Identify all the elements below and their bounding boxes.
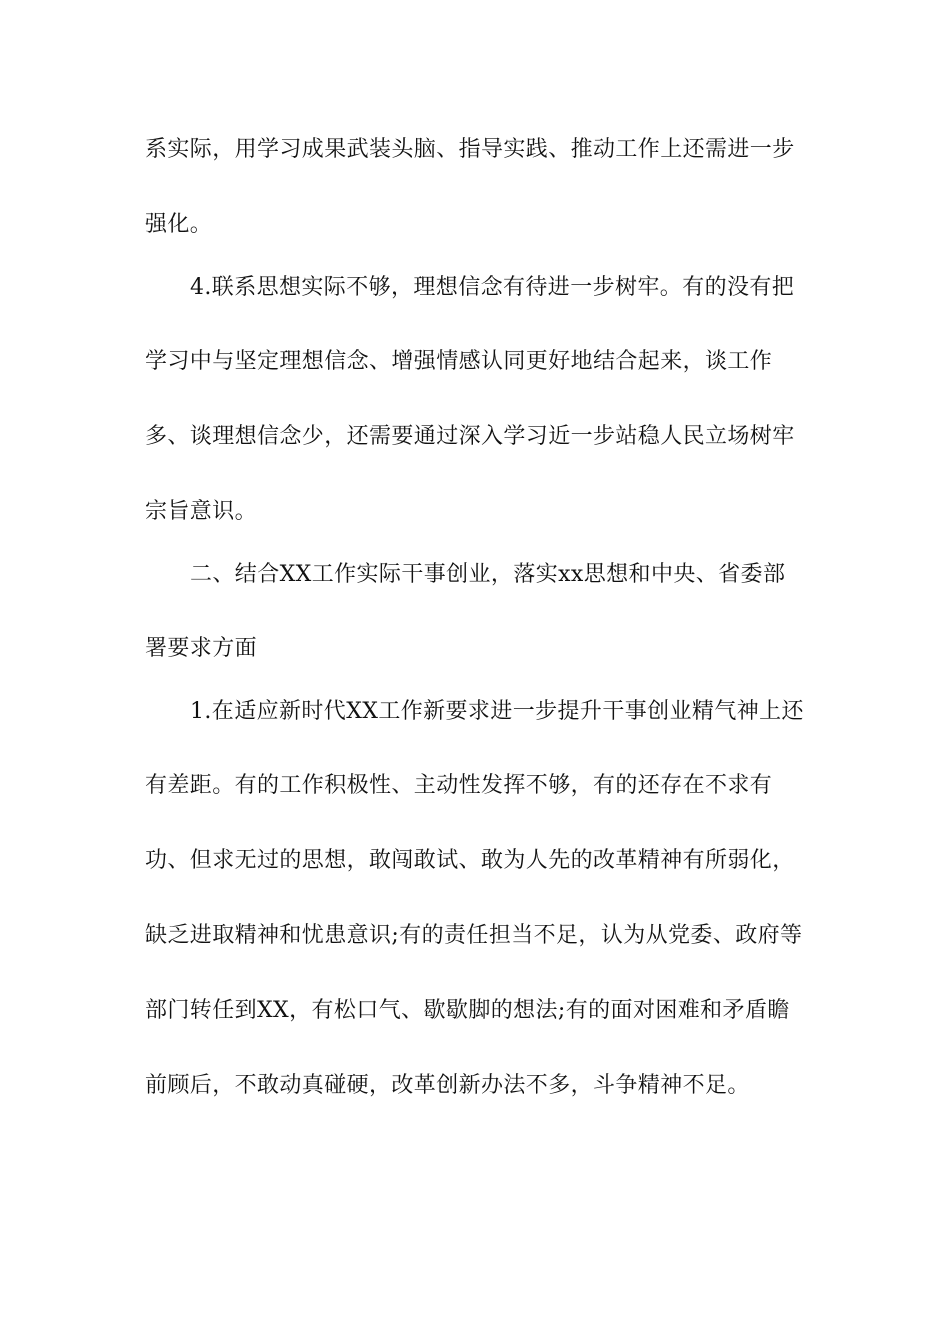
- text-line: 前顾后，不敢动真碰硬，改革创新办法不多，斗争精神不足。: [145, 1073, 750, 1098]
- text-line: 缺乏进取精神和忧患意识;有的责任担当不足，认为从党委、政府等: [145, 923, 803, 948]
- text-line: 功、但求无过的思想，敢闯敢试、敢为人先的改革精神有所弱化，: [145, 848, 795, 873]
- text-line: 宗旨意识。: [145, 499, 258, 524]
- text-line: 有差距。有的工作积极性、主动性发挥不够，有的还存在不求有: [145, 773, 773, 798]
- text-line: 部门转任到XX，有松口气、歇歇脚的想法;有的面对困难和矛盾瞻: [145, 998, 790, 1023]
- text-line: 4.联系思想实际不够，理想信念有待进一步树牢。有的没有把: [190, 275, 795, 300]
- text-line: 1.在适应新时代XX工作新要求进一步提升干事创业精气神上还: [190, 699, 804, 724]
- text-line: 强化。: [145, 212, 213, 237]
- section-heading-line: 二、结合XX工作实际干事创业，落实xx思想和中央、省委部: [190, 562, 786, 587]
- section-heading-line: 署要求方面: [145, 636, 258, 661]
- text-line: 多、谈理想信念少，还需要通过深入学习近一步站稳人民立场树牢: [145, 424, 795, 449]
- text-line: 系实际，用学习成果武装头脑、指导实践、推动工作上还需进一步: [145, 137, 795, 162]
- text-line: 学习中与坚定理想信念、增强情感认同更好地结合起来，谈工作: [145, 349, 773, 374]
